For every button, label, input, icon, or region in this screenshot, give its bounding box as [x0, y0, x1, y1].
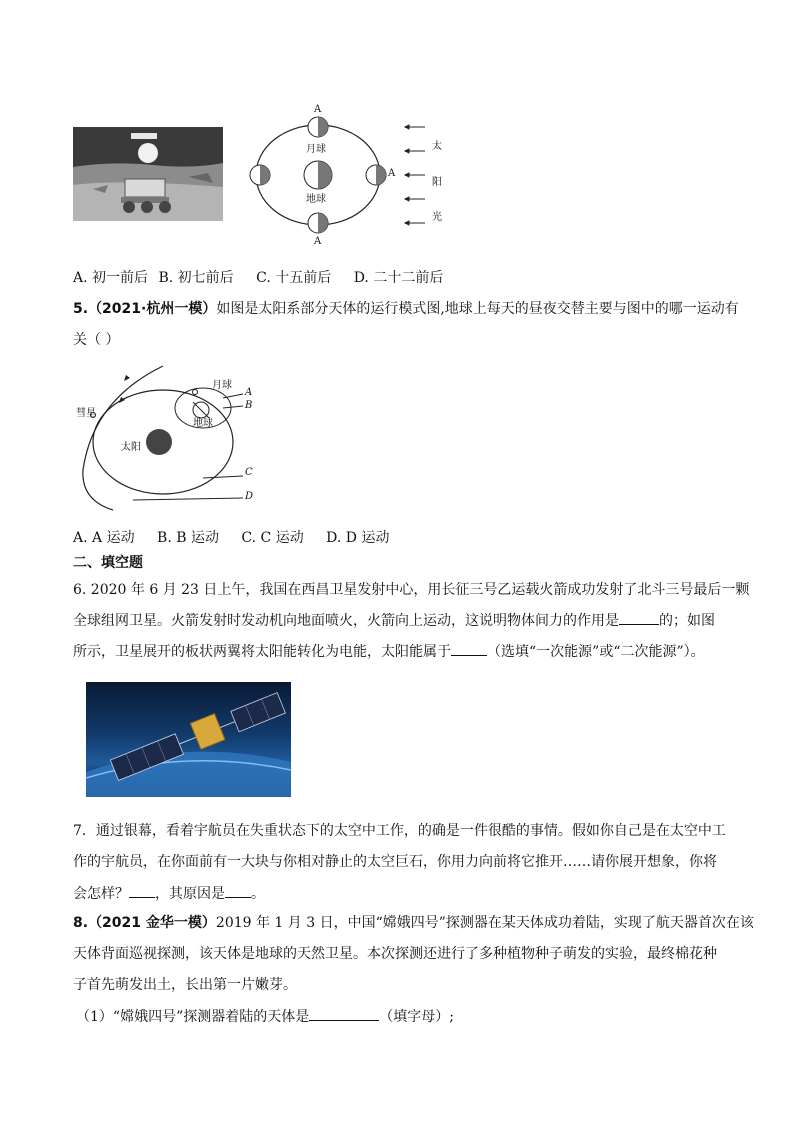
q6-line2 — [73, 610, 733, 631]
q8-blank-1[interactable] — [309, 1006, 379, 1021]
q8-text-1: 2019 年 1 月 3 日，中国“嫦娥四号”探测器在某天体成功着陆，实现了航天器首次在该 — [215, 915, 754, 931]
q4-option-b[interactable]: B. 初七前后 — [158, 270, 234, 286]
q5-stem-line2: 关（ ） — [73, 332, 120, 348]
q4-options — [73, 268, 733, 288]
q7-line1: 7．通过银幕，看着宇航员在失重状态下的太空中工作，的确是一件很酷的事情。假如你自己是在太空中工 — [73, 823, 726, 839]
q7-line3 — [73, 883, 733, 904]
q8-line1 — [73, 913, 754, 933]
q6-line1: 6. 2020 年 6 月 23 日上午，我国在西昌卫星发射中心，用长征三号乙运载火箭成功发射了北斗三号最后一颗 — [73, 582, 750, 598]
label-moon-q5: 月球 — [212, 380, 232, 391]
q5-option-a[interactable]: A. A 运动 — [73, 530, 135, 546]
q5-text-1: 如图是太阳系部分天体的运行模式图,地球上每天的昼夜交替主要与图中的哪一运动有 — [216, 301, 739, 317]
label-earth: 地球 — [306, 194, 326, 205]
moon-top — [308, 117, 328, 137]
q4-option-c[interactable]: C. 十五前后 — [256, 270, 332, 286]
q6-line3-end: （选填“一次能源”或“二次能源”）。 — [487, 644, 705, 660]
satellite-drawing — [86, 682, 291, 797]
q5-source: （2021·杭州一模） — [88, 301, 217, 317]
q8-source: （2021 金华一模） — [88, 915, 216, 931]
label-sun: 太阳 — [121, 442, 141, 453]
q7-line3-a: 会怎样？ — [73, 886, 129, 902]
label-C: C — [245, 467, 253, 478]
label-a-bottom: A — [314, 236, 322, 247]
q6-blank-1[interactable] — [619, 610, 659, 625]
sunlight-arrows — [405, 125, 425, 225]
q5-option-c[interactable]: C. C 运动 — [241, 530, 304, 546]
label-earth-q5: 地球 — [193, 418, 213, 429]
label-B: B — [245, 400, 253, 411]
label-sun-3: 光 — [432, 212, 442, 223]
moon-bottom — [308, 213, 328, 233]
moon-orbit-diagram — [240, 105, 450, 250]
label-sun-1: 太 — [432, 141, 442, 152]
section-title: 二、填空题 — [73, 555, 143, 571]
q8-sub1-a: （1）“嫦娥四号”探测器着陆的天体是 — [76, 1009, 310, 1025]
moon-small — [193, 390, 198, 395]
label-sun-2: 阳 — [432, 177, 442, 188]
q5-stem-line1 — [73, 299, 739, 319]
label-A: A — [245, 387, 253, 398]
q5-option-b[interactable]: B. B 运动 — [157, 530, 219, 546]
lunar-surface-photo — [73, 127, 223, 221]
q6-line2-text: 全球组网卫星。火箭发射时发动机向地面喷火，火箭向上运动，这说明物体间力的作用是 — [73, 613, 619, 629]
q7-line2: 作的宇航员，在你面前有一大块与你相对静止的太空巨石，你用力向前将它推开……请你展开想象，你将 — [73, 854, 717, 870]
label-D: D — [245, 491, 254, 502]
moon-right — [366, 165, 386, 185]
label-a-right: A — [388, 168, 396, 179]
q7-blank-1[interactable] — [129, 883, 155, 898]
lunar-rover-drawing — [73, 127, 223, 221]
q7-line3-b: ，其原因是 — [155, 886, 225, 902]
q5-option-d[interactable]: D. D 运动 — [326, 530, 390, 546]
q7-line3-c: 。 — [251, 886, 265, 902]
label-comet: 彗星 — [76, 408, 96, 419]
sun-circle — [146, 429, 172, 455]
q7-blank-2[interactable] — [225, 883, 251, 898]
q5-number: 5. — [73, 301, 89, 317]
q5-options — [73, 528, 733, 548]
q8-line2: 天体背面巡视探测，该天体是地球的天然卫星。本次探测还进行了多种植物种子萌发的实验，最终棉花种 — [73, 946, 717, 962]
label-moon: 月球 — [306, 144, 326, 155]
q6-blank-2[interactable] — [451, 641, 487, 656]
moon-left — [250, 165, 270, 185]
q4-option-a[interactable]: A. 初一前后 — [73, 270, 149, 286]
q8-sub1 — [76, 1006, 736, 1027]
satellite-photo — [86, 682, 291, 797]
q6-line3 — [73, 641, 733, 662]
q8-number: 8. — [73, 915, 89, 931]
q6-line2-end: 的；如图 — [659, 613, 715, 629]
q8-sub1-b: （填字母）; — [379, 1009, 454, 1025]
q4-option-d[interactable]: D. 二十二前后 — [353, 270, 444, 286]
label-a-top: A — [314, 104, 322, 115]
q8-line3: 子首先萌发出土，长出第一片嫩芽。 — [73, 977, 297, 993]
solar-system-diagram — [73, 360, 273, 515]
q6-line3-text: 所示，卫星展开的板状两翼将太阳能转化为电能，太阳能属于 — [73, 644, 451, 660]
